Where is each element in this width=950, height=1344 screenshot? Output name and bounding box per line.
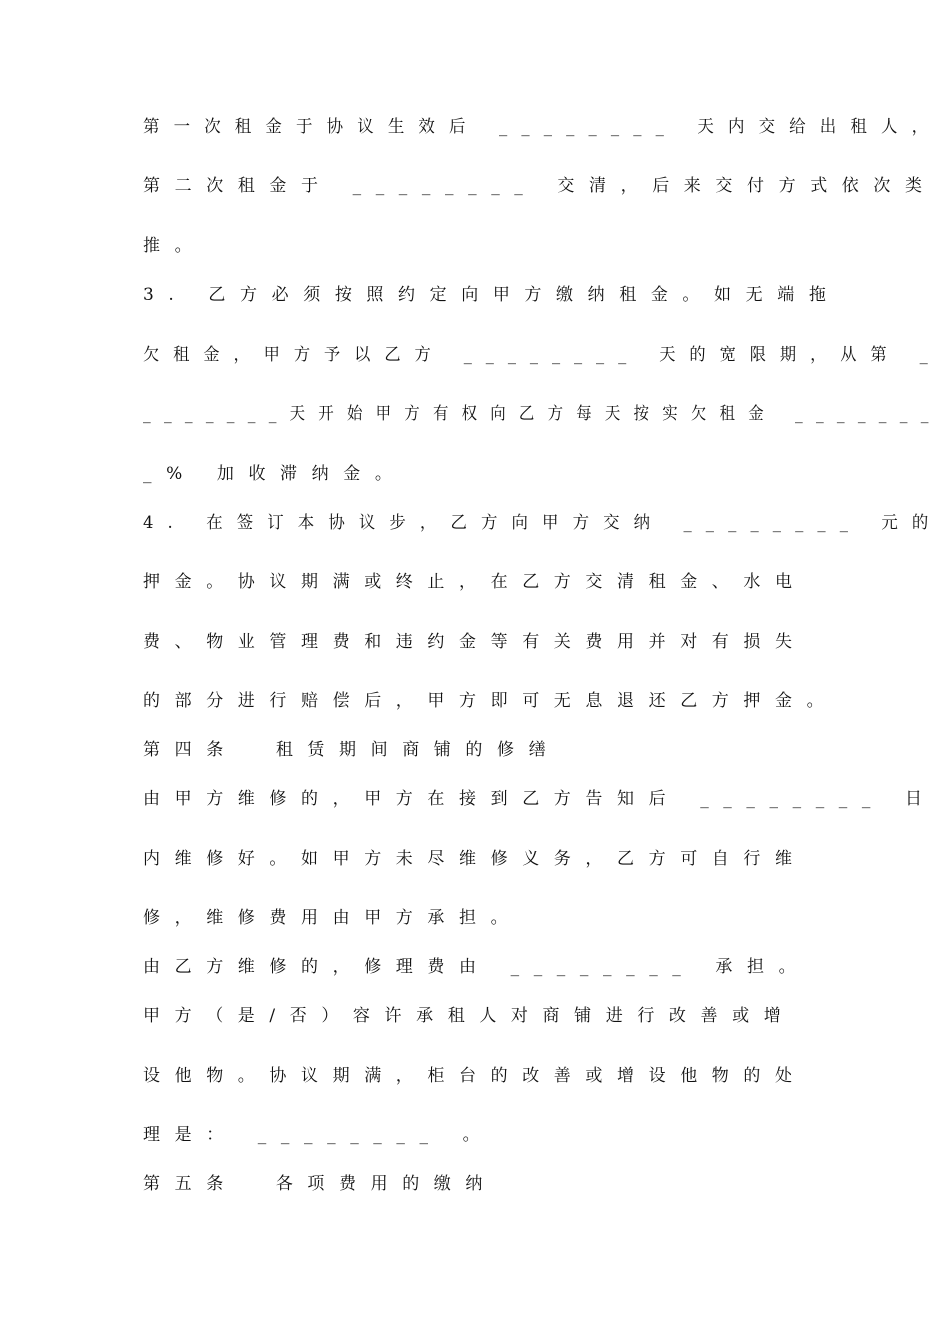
article-number: 第四条: [143, 740, 238, 760]
article-title: 各项费用的缴纳: [275, 1174, 498, 1194]
text-line: 甲方（是/否）容许承租人对商铺进行改善或增: [143, 1006, 796, 1026]
article-number: 第五条: [143, 1174, 238, 1194]
text-line: 推。: [143, 236, 207, 256]
text-line: 理是： ________ 。: [143, 1125, 495, 1145]
text-line: _______天开始甲方有权向乙方每天按实欠租金 _______: [143, 404, 942, 424]
text-line: 4. 在签订本协议步，乙方向甲方交纳 ________ 元的: [143, 513, 943, 533]
text-line: 修，维修费用由甲方承担。: [143, 908, 523, 928]
text-line: 欠租金，甲方予以乙方 ________ 天的宽限期，从第 _: [143, 345, 942, 365]
text-line: 第二次租金于 ________ 交清，后来交付方式依次类: [143, 176, 937, 196]
article-title: 租赁期间商铺的修缮: [275, 740, 561, 760]
text-line: 第一次租金于协议生效后 ________ 天内交给出租人，: [143, 117, 943, 137]
text-line: 设他物。协议期满，柜台的改善或增设他物的处: [143, 1066, 807, 1086]
text-line: 3. 乙方必须按照约定向甲方缴纳租金。如无端拖: [143, 285, 841, 305]
text-line: 的部分进行赔偿后，甲方即可无息退还乙方押金。: [143, 691, 839, 711]
text-line: _% 加收滞纳金。: [143, 464, 407, 484]
text-line: 押金。协议期满或终止，在乙方交清租金、水电: [143, 572, 807, 592]
article-heading: [143, 1174, 497, 1194]
text-line: 费、物业管理费和违约金等有关费用并对有损失: [143, 632, 807, 652]
text-line: 由甲方维修的，甲方在接到乙方告知后 ________ 日: [143, 789, 937, 809]
text-line: 由乙方维修的，修理费由 ________ 承担。: [143, 957, 811, 977]
article-heading: [143, 740, 560, 760]
text-line: 内维修好。如甲方未尽维修义务，乙方可自行维: [143, 849, 807, 869]
